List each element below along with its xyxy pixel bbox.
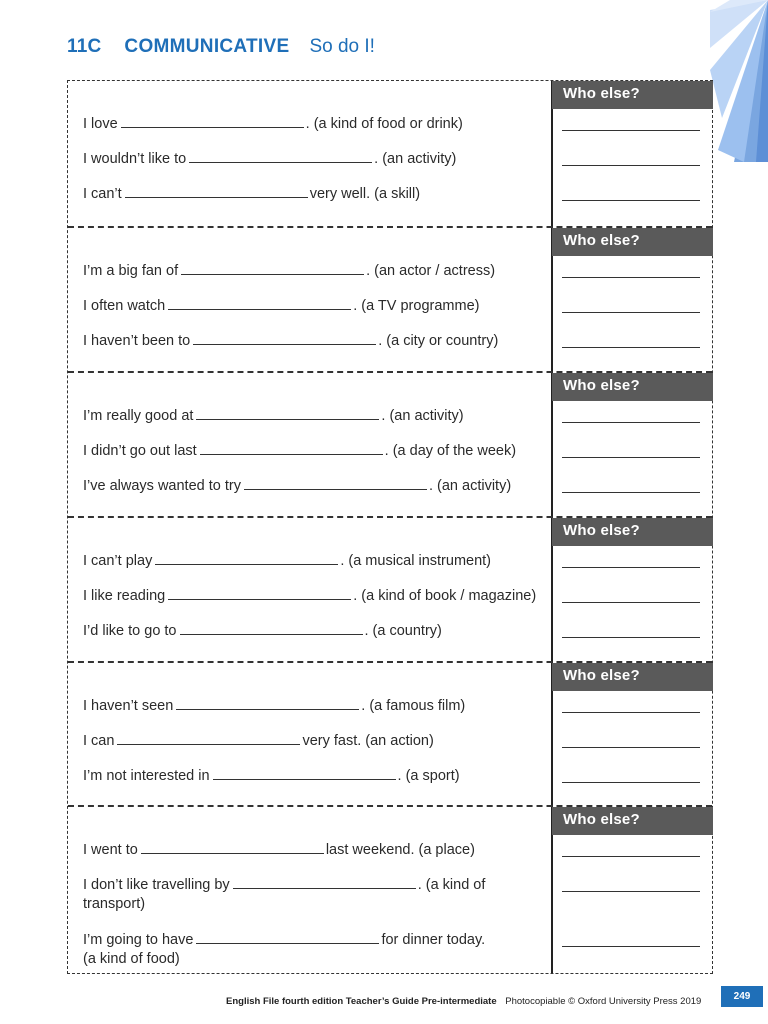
- page-number: 249: [721, 986, 763, 1007]
- answer-blank[interactable]: [196, 406, 379, 420]
- who-else-header: Who else?: [552, 518, 713, 546]
- who-else-answer-line[interactable]: [562, 782, 700, 783]
- sentence-hint: . (an activity): [374, 151, 457, 167]
- who-else-answer-line[interactable]: [562, 891, 700, 892]
- answer-blank[interactable]: [193, 331, 376, 345]
- who-else-answer-line[interactable]: [562, 856, 700, 857]
- prompt-section: [68, 81, 712, 226]
- sentence-prompt: [83, 261, 553, 281]
- prompt-section: [68, 226, 712, 371]
- sentence-prompt: [83, 184, 553, 204]
- prompt-section: [68, 371, 712, 516]
- who-else-header: Who else?: [552, 228, 713, 256]
- sentence-hint: last weekend. (a place): [325, 842, 475, 858]
- sentence-prompt: [83, 551, 553, 571]
- answer-blank[interactable]: [121, 114, 304, 128]
- sentence-start: I love: [83, 116, 118, 132]
- sentence-prompt: [83, 406, 553, 426]
- who-else-header: Who else?: [552, 373, 713, 401]
- page-footer: [226, 996, 701, 1007]
- sentence-hint: for dinner today.: [381, 932, 486, 948]
- who-else-answer-line[interactable]: [562, 165, 700, 166]
- sentence-start: I haven’t seen: [83, 698, 174, 714]
- sentence-hint-continued: (a kind of food): [83, 951, 180, 967]
- who-else-answer-line[interactable]: [562, 637, 700, 638]
- sentence-prompt: [83, 331, 553, 351]
- sentence-hint: . (an activity): [381, 408, 464, 424]
- page-header: [67, 36, 375, 64]
- sentence-hint: . (a kind of book / magazine): [353, 588, 537, 604]
- sentence-prompt: [83, 766, 553, 786]
- worksheet: [67, 80, 713, 974]
- who-else-answer-line[interactable]: [562, 130, 700, 131]
- who-else-answer-line[interactable]: [562, 712, 700, 713]
- sentence-hint: . (a musical instrument): [340, 553, 492, 569]
- page-title: So do I!: [309, 36, 375, 57]
- sentence-start: I went to: [83, 842, 138, 858]
- answer-blank[interactable]: [213, 766, 396, 780]
- answer-blank[interactable]: [155, 551, 338, 565]
- sentence-start: I’m really good at: [83, 408, 194, 424]
- sentence-start: I don’t like travelling by: [83, 877, 230, 893]
- sentence-hint: very fast. (an action): [302, 733, 434, 749]
- who-else-answer-line[interactable]: [562, 312, 700, 313]
- sentence-prompt: [83, 840, 553, 860]
- who-else-answer-line[interactable]: [562, 567, 700, 568]
- answer-blank[interactable]: [168, 296, 351, 310]
- sentence-start: I’m going to have: [83, 932, 194, 948]
- unit-code: 11C: [67, 36, 102, 57]
- answer-blank[interactable]: [196, 930, 379, 944]
- sentence-hint: . (an actor / actress): [366, 263, 496, 279]
- answer-blank[interactable]: [117, 731, 300, 745]
- answer-blank[interactable]: [200, 441, 383, 455]
- sentence-hint: . (a kind of food or drink): [305, 116, 463, 132]
- sentence-prompt: [83, 476, 553, 496]
- answer-blank[interactable]: [244, 476, 427, 490]
- sentence-prompt: [83, 296, 553, 316]
- who-else-answer-line[interactable]: [562, 492, 700, 493]
- sentence-prompt: [83, 930, 553, 969]
- who-else-answer-line[interactable]: [562, 747, 700, 748]
- sentence-start: I’ve always wanted to try: [83, 478, 241, 494]
- decorative-corner-rays: [710, 0, 768, 162]
- sentence-prompt: [83, 875, 553, 914]
- sentence-start: I can’t play: [83, 553, 153, 569]
- answer-blank[interactable]: [176, 696, 359, 710]
- answer-blank[interactable]: [125, 184, 308, 198]
- sentence-start: I haven’t been to: [83, 333, 191, 349]
- book-title: English File fourth edition Teacher’s Guide Pre-intermediate: [226, 996, 497, 1007]
- answer-blank[interactable]: [180, 621, 363, 635]
- section-type: COMMUNICATIVE: [124, 36, 290, 57]
- sentence-hint: . (an activity): [428, 478, 512, 494]
- prompt-section: [68, 805, 712, 975]
- sentence-hint: . (a city or country): [378, 333, 499, 349]
- sentence-hint: . (a famous film): [361, 698, 466, 714]
- who-else-answer-line[interactable]: [562, 457, 700, 458]
- sentence-start: I can: [83, 733, 115, 749]
- prompt-section: [68, 516, 712, 661]
- who-else-answer-line[interactable]: [562, 422, 700, 423]
- sentence-start: I often watch: [83, 298, 166, 314]
- sentence-prompt: [83, 586, 553, 606]
- sentence-prompt: [83, 149, 553, 169]
- sentence-start: I’m a big fan of: [83, 263, 179, 279]
- who-else-answer-line[interactable]: [562, 946, 700, 947]
- who-else-answer-line[interactable]: [562, 347, 700, 348]
- sentence-start: I like reading: [83, 588, 166, 604]
- answer-blank[interactable]: [141, 840, 324, 854]
- sentence-hint-continued: transport): [83, 896, 146, 912]
- sentence-hint: . (a TV programme): [353, 298, 480, 314]
- prompt-section: [68, 661, 712, 805]
- sentence-prompt: [83, 621, 553, 641]
- answer-blank[interactable]: [189, 149, 372, 163]
- sentence-start: I didn’t go out last: [83, 443, 197, 459]
- sentence-prompt: [83, 114, 553, 134]
- who-else-header: Who else?: [552, 807, 713, 835]
- who-else-header: Who else?: [552, 663, 713, 691]
- who-else-header: Who else?: [552, 81, 713, 109]
- sentence-hint: . (a kind of: [417, 877, 486, 893]
- sentence-start: I’d like to go to: [83, 623, 177, 639]
- sentence-prompt: [83, 441, 553, 461]
- who-else-answer-line[interactable]: [562, 200, 700, 201]
- who-else-answer-line[interactable]: [562, 277, 700, 278]
- answer-blank[interactable]: [168, 586, 351, 600]
- answer-blank[interactable]: [233, 875, 416, 889]
- answer-blank[interactable]: [181, 261, 364, 275]
- who-else-answer-line[interactable]: [562, 602, 700, 603]
- copyright-notice: Photocopiable © Oxford University Press 2019: [505, 996, 702, 1007]
- sentence-hint: very well. (a skill): [309, 186, 421, 202]
- sentence-hint: . (a sport): [397, 768, 460, 784]
- sentence-hint: . (a country): [364, 623, 442, 639]
- sentence-prompt: [83, 731, 553, 751]
- sentence-start: I can’t: [83, 186, 122, 202]
- sentence-prompt: [83, 696, 553, 716]
- sentence-start: I wouldn’t like to: [83, 151, 187, 167]
- sentence-start: I’m not interested in: [83, 768, 210, 784]
- sentence-hint: . (a day of the week): [384, 443, 517, 459]
